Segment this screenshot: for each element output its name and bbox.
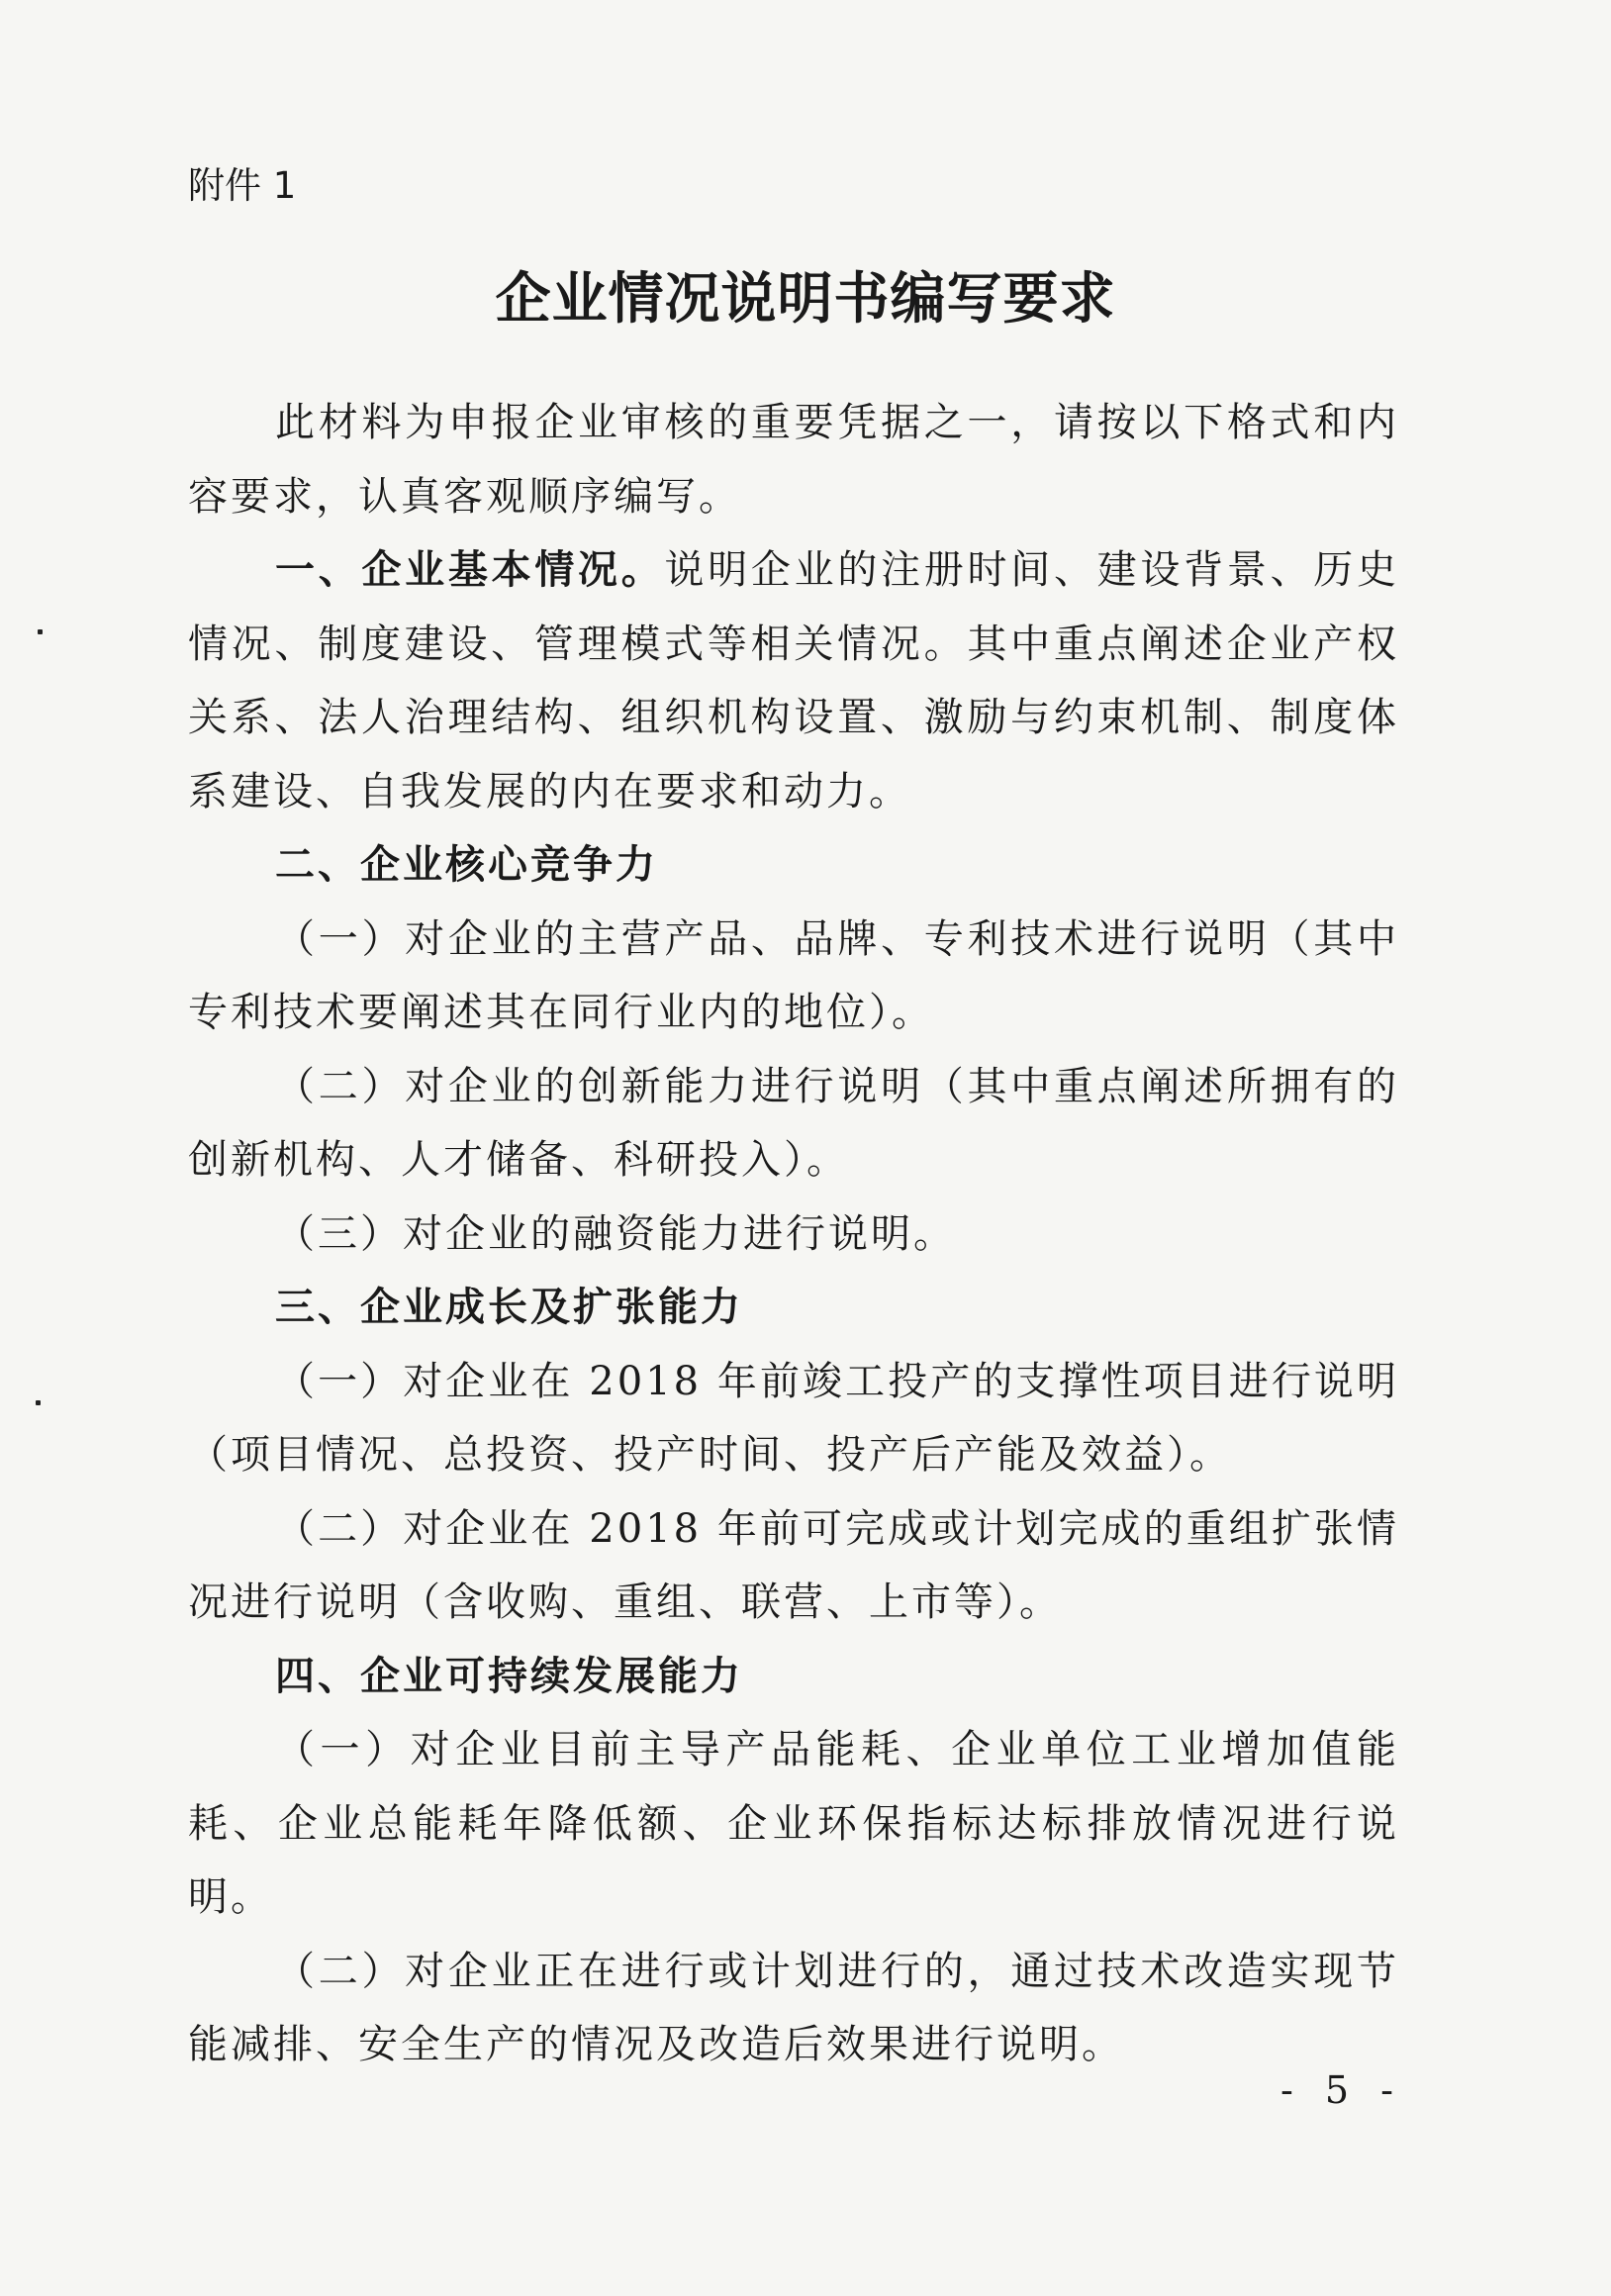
section-4-item-2: （二）对企业正在进行或计划进行的，通过技术改造实现节能减排、安全生产的情况及改造后效果进行说明。 (188, 1948, 1399, 2067)
section-3-item-2: （二）对企业在 2018 年前可完成或计划完成的重组扩张情况进行说明（含收购、重组、联营、上市等）。 (188, 1505, 1399, 1625)
section-4-heading: 四、企业可持续发展能力 (275, 1653, 743, 1699)
scan-speck (36, 1400, 41, 1405)
section-2-heading: 二、企业核心竞争力 (275, 842, 658, 888)
section-4-item-1: （一）对企业目前主导产品能耗、企业单位工业增加值能耗、企业总能耗年降低额、企业环保指标达标排放情况进行说明。 (188, 1727, 1399, 1920)
section-1-paragraph (188, 533, 1399, 828)
section-1-text: 说明企业的注册时间、建设背景、历史情况、制度建设、管理模式等相关情况。其中重点阐述企业产权关系、法人治理结构、组织机构设置、激励与约束机制、制度体系建设、自我发展的内在要求和动力。 (188, 547, 1400, 814)
section-2-item-2: （二）对企业的创新能力进行说明（其中重点阐述所拥有的创新机构、人才储备、科研投入）。 (188, 1063, 1399, 1183)
section-2-item-1: （一）对企业的主营产品、品牌、专利技术进行说明（其中专利技术要阐述其在同行业内的地位）。 (188, 915, 1399, 1035)
document-body (188, 386, 1399, 2082)
section-3-heading: 三、企业成长及扩张能力 (275, 1285, 743, 1330)
page-number: - 5 - (1279, 2068, 1403, 2112)
section-3-item-1: （一）对企业在 2018 年前竣工投产的支撑性项目进行说明（项目情况、总投资、投产时间、投产后产能及效益）。 (188, 1358, 1399, 1478)
section-2-item-3: （三）对企业的融资能力进行说明。 (275, 1210, 956, 1257)
scan-speck (38, 629, 43, 634)
document-title: 企业情况说明书编写要求 (495, 266, 1116, 332)
section-1-heading: 一、企业基本情况。 (275, 547, 665, 593)
attachment-label: 附件 1 (188, 164, 297, 207)
intro-paragraph: 此材料为申报企业审核的重要凭据之一，请按以下格式和内容要求，认真客观顺序编写。 (188, 400, 1399, 520)
